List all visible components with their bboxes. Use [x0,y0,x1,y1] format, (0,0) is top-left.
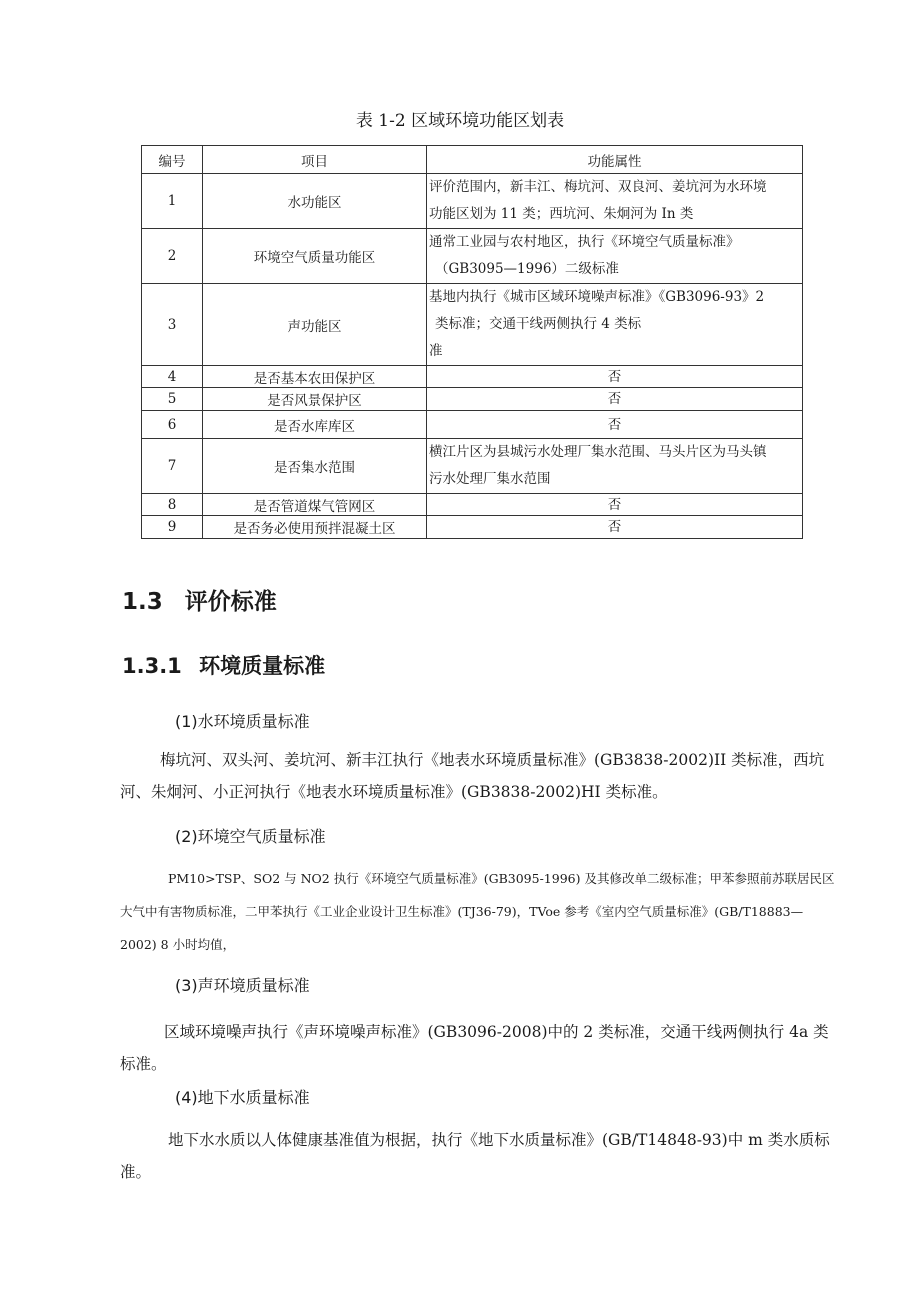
section-title: 评价标准 [184,589,277,615]
row-number: 2 [142,229,203,284]
row-number: 9 [142,516,203,539]
water-standard-heading: (1)水环境质量标准 [175,712,310,731]
row-attribute [427,284,803,366]
row-attribute-line: 否 [607,391,622,407]
row-number: 6 [142,411,203,439]
air-standard-heading: (2)环境空气质量标准 [175,827,326,846]
table-row [142,516,803,539]
table-row [142,439,803,494]
zone-table [141,145,803,539]
table-caption: 表 1-2 区域环境功能区划表 [355,111,565,131]
row-number: 8 [142,494,203,516]
header-number: 编号 [142,146,203,174]
row-attribute-line: 横江片区为县城污水处理厂集水范围、马头片区为马头镇 [429,444,767,460]
row-attribute-line: 基地内执行《城市区域环境噪声标准》《GB3096-93》2 [429,289,765,305]
row-attribute-line: 通常工业园与农村地区，执行《环境空气质量标准》 [429,234,740,250]
row-attribute [427,229,803,284]
row-attribute-line: （GB3095—1996）二级标准 [435,261,619,277]
row-attribute-line: 否 [607,496,622,513]
water-standard-text: 梅坑河、双头河、姜坑河、新丰江执行《地表水环境质量标准》(GB3838-2002)II 类标准，西坑河、朱炯河、小正河执行《地表水环境质量标准》(GB3838-2002)HI 类标准。 [120,751,825,801]
table-row [142,366,803,388]
header-item: 项目 [203,146,427,174]
row-attribute [427,516,803,539]
table-row [142,494,803,516]
subsection-number: 1.3.1 [122,654,182,678]
row-number: 1 [142,174,203,229]
noise-standard-text: 区域环境噪声执行《声环境噪声标准》(GB3096-2008)中的 2 类标准，交通干线两侧执行 4a 类标准。 [120,1023,829,1073]
header-attribute: 功能属性 [427,146,803,174]
row-item: 是否集水范围 [203,439,427,494]
row-attribute-line: 准 [429,343,443,359]
row-attribute [427,174,803,229]
row-item: 是否风景保护区 [203,388,427,411]
air-standard-text: PM10>TSP、SO2 与 NO2 执行《环境空气质量标准》(GB3095-1996) 及其修改单二级标准；甲苯参照前苏联居民区大气中有害物质标准，二甲苯执行《工业企业设计卫生标准》(TJ36-79)，TVoe 参考《室内空气质量标准》(GB/T18883—2002) 8 小时均值， [120,871,835,952]
row-item: 声功能区 [203,284,427,366]
subsection-heading [122,650,325,680]
row-attribute [427,494,803,516]
section-heading [122,583,277,616]
row-attribute-line: 否 [607,416,622,433]
row-attribute [427,366,803,388]
table-row [142,174,803,229]
table-row [142,229,803,284]
section-number: 1.3 [122,589,163,615]
row-item: 是否务必使用预拌混凝土区 [203,516,427,539]
row-attribute-line: 评价范围内，新丰江、梅坑河、双良河、姜坑河为水环境 [429,179,767,195]
row-attribute [427,388,803,411]
table-row [142,388,803,411]
table-header-row [142,146,803,174]
row-attribute-line: 类标准；交通干线两侧执行 4 类标 [435,316,642,332]
row-number: 5 [142,388,203,411]
row-number: 7 [142,439,203,494]
row-attribute [427,439,803,494]
table-row [142,284,803,366]
row-attribute-line: 否 [607,519,622,535]
row-number: 4 [142,366,203,388]
row-attribute-line: 功能区划为 11 类；西坑河、朱炯河为 In 类 [429,206,694,222]
row-attribute [427,411,803,439]
row-attribute-line: 污水处理厂集水范围 [429,471,551,487]
row-number: 3 [142,284,203,366]
groundwater-standard-heading: (4)地下水质量标准 [175,1088,310,1107]
row-item: 是否水库库区 [203,411,427,439]
row-item: 是否管道煤气管网区 [203,494,427,516]
row-item: 环境空气质量功能区 [203,229,427,284]
subsection-title: 环境质量标准 [199,654,326,678]
table-row [142,411,803,439]
noise-standard-heading: (3)声环境质量标准 [175,976,310,995]
row-item: 是否基本农田保护区 [203,366,427,388]
groundwater-standard-text: 地下水水质以人体健康基准值为根据，执行《地下水质量标准》(GB/T14848-93)中 m 类水质标准。 [120,1131,830,1181]
row-item: 水功能区 [203,174,427,229]
row-attribute-line: 否 [607,368,622,385]
